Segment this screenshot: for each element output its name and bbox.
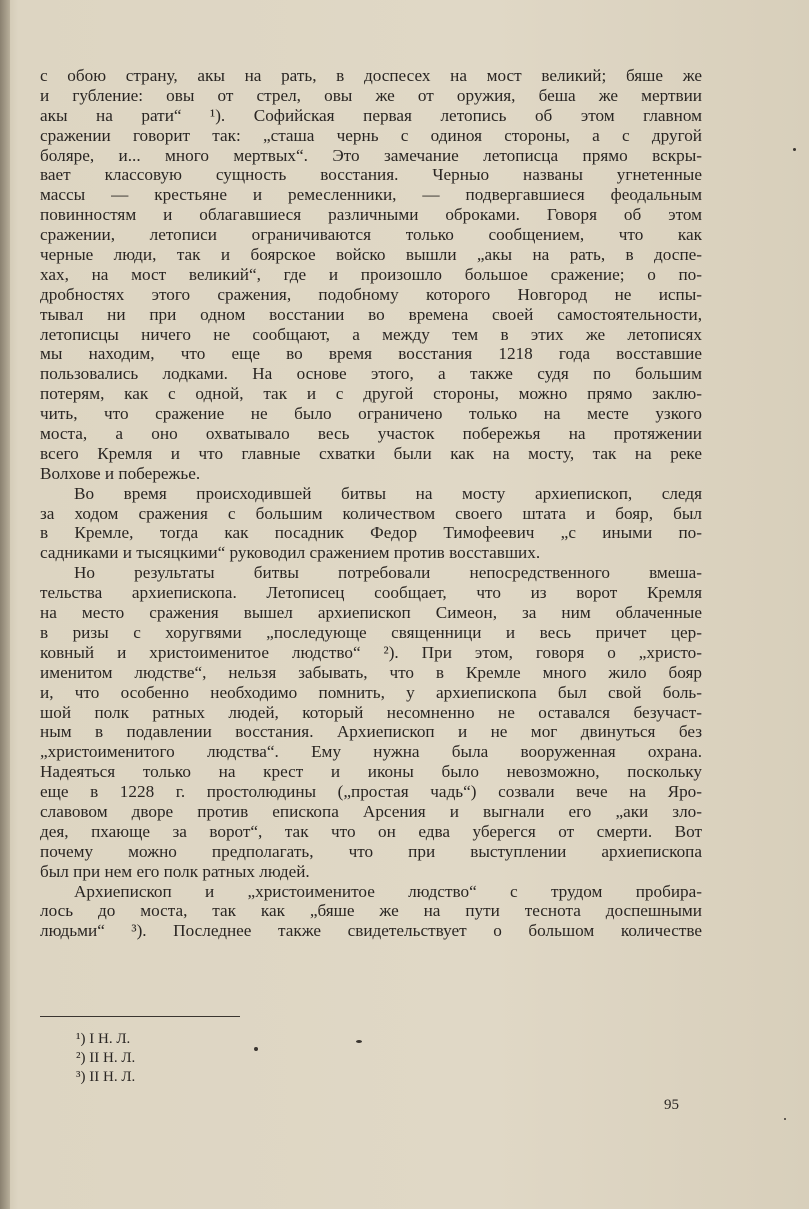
- footnote-1: ¹) I Н. Л.: [76, 1031, 131, 1047]
- text-line: дробностях этого сражения, подобному которого Новгород не испы-: [40, 284, 702, 304]
- text-line: всего Кремля и что главные схватки были как на мосту, так на реке: [40, 443, 702, 463]
- text-line: Во время происходившей битвы на мосту архиепископ, следя: [74, 483, 702, 503]
- text-line: шой полк ратных людей, который несомненно не оставался безучаст-: [40, 702, 702, 722]
- text-line: именитом людстве“, нельзя забывать, что в Кремле много жило бояр: [40, 662, 702, 682]
- text-line: акы на рати“ ¹). Софийская первая летопись об этом главном: [40, 105, 702, 125]
- text-line: Но результаты битвы потребовали непосредственного вмеша-: [74, 563, 702, 583]
- text-line: сражении, летописи ограничиваются только сообщением, что как: [40, 225, 702, 245]
- text-line: Волхове и побережье.: [40, 463, 201, 483]
- print-speck: [254, 1047, 258, 1051]
- text-line: еще в 1228 г. простолюдины („простая чадь“) созвали вече на Яро-: [40, 782, 702, 802]
- text-line: хах, на мост великий“, где и произошло большое сражение; о по-: [40, 264, 702, 284]
- text-line: мы находим, что еще во время восстания 1218 года восставшие: [40, 344, 702, 364]
- body-text: [40, 66, 702, 941]
- text-line: пользовались лодками. На основе этого, а также судя по большим: [40, 364, 702, 384]
- text-line: повинностям и облагавшиеся различными оброками. Говоря об этом: [40, 205, 702, 225]
- text-line: ковный и христоименитое людство“ ²). При этом, говоря о „христо-: [40, 642, 702, 662]
- footnote-3: ³) II Н. Л.: [76, 1069, 136, 1085]
- text-line: и, что особенно необходимо помнить, у архиепископа был свой боль-: [40, 682, 702, 702]
- text-line: тельства архиепископа. Летописец сообщает, что из ворот Кремля: [40, 583, 702, 603]
- text-line: садниками и тысяцкими“ руководил сражением против восставших.: [40, 543, 541, 563]
- text-line: тывал ни при одном восстании во времена своей самостоятельности,: [40, 304, 702, 324]
- text-line: „христоименитого людства“. Ему нужна была вооруженная охрана.: [40, 742, 702, 762]
- text-line: был при нем его полк ратных людей.: [40, 861, 310, 881]
- text-line: боляре, и... много мертвых“. Это замечание летописца прямо вскры-: [40, 145, 702, 165]
- text-line: Надеяться только на крест и иконы было невозможно, поскольку: [40, 762, 702, 782]
- text-line: чить, что сражение не было ограничено только на месте узкого: [40, 404, 702, 424]
- footnote-2: ²) II Н. Л.: [76, 1050, 136, 1066]
- text-line: дея, пхающе за ворот“, так что он едва уберегся от смерти. Вот: [40, 821, 702, 841]
- text-line: славовом дворе против епископа Арсения и выгнали его „аки зло-: [40, 801, 702, 821]
- text-line: Архиепископ и „христоименитое людство“ с трудом пробира-: [74, 881, 702, 901]
- text-line: летописцы ничего не сообщают, а между тем в этих же летописях: [40, 324, 702, 344]
- print-speck: [784, 1118, 786, 1120]
- footnote-separator: [40, 1016, 240, 1017]
- text-line: лось до моста, так как „бяше же на пути теснота доспешными: [40, 901, 702, 921]
- text-line: массы — крестьяне и ремесленники, — подвергавшиеся феодальным: [40, 185, 702, 205]
- text-line: потерям, как с одной, так и с другой стороны, можно прямо заклю-: [40, 384, 702, 404]
- text-line: моста, а оно охватывало весь участок побережья на протяжении: [40, 424, 702, 444]
- page-number: 95: [664, 1097, 679, 1113]
- print-speck: [793, 148, 796, 151]
- text-line: вает классовую сущность восстания. Черныо названы угнетенные: [40, 165, 702, 185]
- print-speck: [356, 1040, 362, 1043]
- text-line: сражении говорит так: „сташа чернь с одиноя стороны, а с другой: [40, 125, 702, 145]
- page-gutter-shadow: [0, 0, 10, 1209]
- text-line: с обою страну, акы на рать, в доспесех на мост великий; бяше же: [40, 66, 702, 85]
- text-line: и губление: овы от стрел, овы же от оружия, беша же мертвии: [40, 85, 702, 105]
- text-line: в Кремле, тогда как посадник Федор Тимофеевич „с иными по-: [40, 523, 702, 543]
- text-line: черные люди, так и боярское войско вышли „акы на рать, в доспе-: [40, 245, 702, 265]
- text-line: на место сражения вышел архиепископ Симеон, за ним облаченные: [40, 603, 702, 623]
- text-line: почему можно предполагать, что при выступлении архиепископа: [40, 841, 702, 861]
- text-line: людьми“ ³). Последнее также свидетельствует о большом количестве: [40, 921, 702, 941]
- text-line: ным в подавлении восстания. Архиепископ и не мог двинуться без: [40, 722, 702, 742]
- text-line: в ризы с хоругвями „последующе священници и весь причет цер-: [40, 622, 702, 642]
- text-line: за ходом сражения с большим количеством своего штата и бояр, был: [40, 503, 702, 523]
- footnotes: [76, 1030, 135, 1087]
